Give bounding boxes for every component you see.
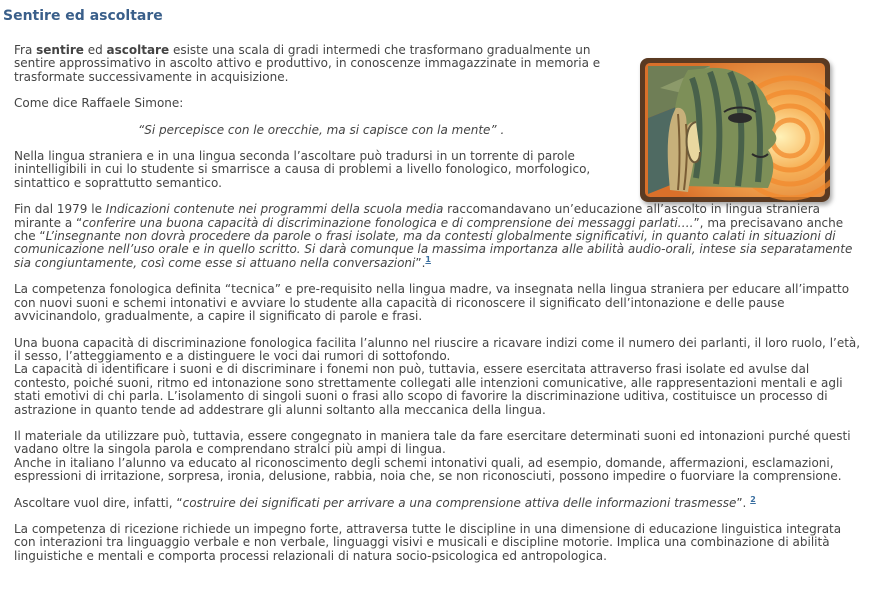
text-run: La capacità di identificare i suoni e di discriminare i fonemi non può, tuttavia, essere esercitata attraverso frasi isolate ed avulse dal contesto, poiché suoni, ritmo ed intonazione sono strettamente collegati alle intenzioni comunicative, alle rappresentazioni mentali e agli stati emotivi di chi parla. L’isolamento di singoli suoni o frasi allo scopo di favorire la discriminazione uditiva, costituisce un processo di astrazione in quanto tende ad addestrare gli alunni soltanto alla meccanica della lingua. [14, 362, 843, 417]
text-run: Una buona capacità di discriminazione fonologica facilita l’alunno nel riuscire a ricavare indizi come il numero dei parlanti, il loro ruolo, l’età, il sesso, l’atteggiamento e a distinguere le voci dai rumori di sottofondo. [14, 335, 861, 363]
discriminazione-paragraph [14, 337, 864, 417]
materiale-paragraph [14, 430, 864, 484]
indicazioni-1979-paragraph [14, 203, 864, 270]
text-run: Ascoltare vuol dire, infatti, “ [14, 495, 183, 510]
quote-text: “Si percepisce con le orecchie, ma si capisce con la mente” . [138, 122, 505, 137]
italic-run: conferire una buona capacità di discriminazione fonologica e di comprensione dei messaggi parlati…. [82, 215, 694, 230]
intro-paragraph [14, 44, 624, 84]
text-run: raccomandavano un’educazione all’ascolto in lingua straniera mirante a “ [14, 202, 820, 230]
keyword-ascoltare: ascoltare [106, 43, 170, 57]
italic-run: costruire dei significati per arrivare a una comprensione attiva delle informazioni trasmesse [182, 495, 737, 510]
italic-run: L’insegnante non dovrà procedere da parole o frasi isolate, ma da contesti globalmente significativi, in quanto calati in situazioni di comunicazione nell’uso orale e in quello scritto. Si darà comunque la massima importanza alle abilità audio-orali, intese sia separatamente sia congiuntamente, così come esse si attuano nella conversazioni [14, 229, 853, 270]
article-body [14, 44, 864, 576]
torrent-paragraph: Nella lingua straniera e in una lingua seconda l’ascoltare può tradursi in un torrente di parole inintelligibili in cui lo studente si smarrisce a causa di problemi a livello fonologico, morfologico, sintattico e soprattutto semantico. [14, 149, 591, 190]
text-run: Fra [14, 43, 37, 57]
text-run: Fin dal 1979 le [14, 202, 106, 217]
text-run: ed [83, 43, 107, 57]
simone-intro: Come dice Raffaele Simone: [14, 96, 184, 111]
ascoltare-paragraph [14, 494, 864, 510]
text-run: Anche in italiano l’alunno va educato al riconoscimento degli schemi intonativi quali, ad esempio, domande, affermazioni, esclamazioni, espressioni di irritazione, sorpresa, ironia, delusione, rabbia, noia che, se non riconosciuti, possono impedire o fuorviare la comprensione. [14, 455, 842, 484]
page-title: Sentire ed ascoltare [3, 8, 163, 24]
footnote-link-2[interactable]: 2 [750, 494, 756, 504]
simone-quote [14, 124, 748, 137]
keyword-sentire: sentire [36, 43, 84, 57]
footnote-link-1[interactable]: 1 [425, 254, 431, 264]
text-run: esiste una scala di gradi intermedi che trasformano gradualmente un sentire approssimativo in ascolto attivo e produttivo, in conoscenze immagazzinate in memoria e trasformate successivamente in acquisizione. [14, 43, 601, 84]
ricezione-paragraph: La competenza di ricezione richiede un impegno forte, attraversa tutte le discipline in una dimensione di educazione linguistica integrata con interazioni tra linguaggio verbale e non verbale, linguaggi visivi e musicali e discipline motorie. Implica una combinazione di abilità linguistiche e mentali e comporta processi relazionali di natura socio-psicologica ed antropologica. [14, 521, 842, 563]
text-run: ”. [415, 255, 426, 270]
text-run: ”. [736, 495, 751, 510]
fonologica-paragraph: La competenza fonologica definita “tecnica” e pre-requisito nella lingua madre, va insegnata nella lingua straniera per educare all’impatto con nuovi suoni e schemi intonativi e avviare lo studente alla capacità di riconoscere il significato dell’intonazione e delle pause avvicinandolo, gradualmente, a capire il significato di parole e frasi. [14, 282, 850, 324]
text-run: Il materiale da utilizzare può, tuttavia, essere congegnato in maniera tale da fare esercitare determinati suoni ed intonazioni purché questi vadano oltre la singola parola e comprendano stralci più ampi di lingua. [14, 428, 851, 457]
text-run: ”, ma precisavano anche che “ [14, 215, 844, 244]
italic-run: Indicazioni contenute nei programmi della scuola media [105, 202, 444, 217]
